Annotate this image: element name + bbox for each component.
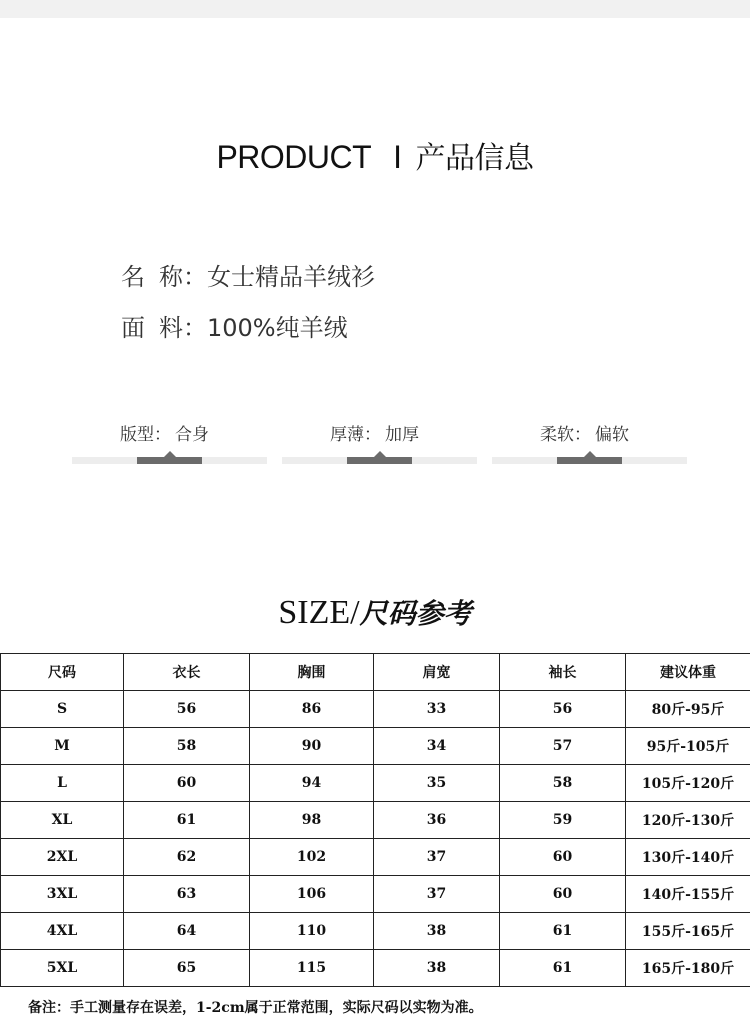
table-row: [1, 691, 750, 728]
cell-shoulder: 38: [374, 913, 500, 950]
attribute-label: 版型：: [120, 425, 171, 445]
title-chinese: 产品信息: [415, 141, 534, 176]
cell-chest: 110: [250, 913, 374, 950]
size-title-english: SIZE/: [278, 594, 360, 631]
table-row: [1, 913, 750, 950]
attribute-scale-notch: [164, 451, 176, 457]
cell-length: 58: [124, 728, 250, 765]
attribute-thickness: [282, 420, 477, 445]
cell-weight: 155斤-165斤: [626, 913, 750, 950]
measurement-note: 备注：手工测量存在误差，1-2cm属于正常范围，实际尺码以实物为准。: [28, 1000, 483, 1016]
cell-length: 56: [124, 691, 250, 728]
header-sleeve: 袖长: [500, 654, 626, 691]
cell-size: L: [1, 765, 124, 802]
header-chest: 胸围: [250, 654, 374, 691]
header-shoulder: 肩宽: [374, 654, 500, 691]
cell-chest: 115: [250, 950, 374, 987]
cell-sleeve: 60: [500, 876, 626, 913]
cell-sleeve: 59: [500, 802, 626, 839]
cell-sleeve: 61: [500, 913, 626, 950]
table-row: [1, 802, 750, 839]
cell-chest: 98: [250, 802, 374, 839]
cell-size: S: [1, 691, 124, 728]
cell-weight: 105斤-120斤: [626, 765, 750, 802]
cell-shoulder: 36: [374, 802, 500, 839]
cell-length: 60: [124, 765, 250, 802]
table-row: [1, 728, 750, 765]
attribute-scale-notch: [584, 451, 596, 457]
material-label: 面料: [121, 314, 197, 342]
table-row: [1, 950, 750, 987]
cell-sleeve: 61: [500, 950, 626, 987]
cell-weight: 130斤-140斤: [626, 839, 750, 876]
cell-chest: 102: [250, 839, 374, 876]
cell-shoulder: 38: [374, 950, 500, 987]
header-weight: 建议体重: [626, 654, 750, 691]
product-info-title: [0, 133, 750, 177]
table-row: [1, 839, 750, 876]
cell-sleeve: 57: [500, 728, 626, 765]
attribute-value: 加厚: [385, 425, 419, 445]
cell-weight: 95斤-105斤: [626, 728, 750, 765]
cell-length: 65: [124, 950, 250, 987]
cell-chest: 90: [250, 728, 374, 765]
cell-weight: 165斤-180斤: [626, 950, 750, 987]
attribute-fit: [72, 420, 267, 445]
cell-chest: 86: [250, 691, 374, 728]
cell-sleeve: 58: [500, 765, 626, 802]
cell-length: 63: [124, 876, 250, 913]
cell-chest: 106: [250, 876, 374, 913]
table-row: [1, 765, 750, 802]
top-band: [0, 0, 750, 18]
attribute-label: 柔软：: [540, 425, 591, 445]
cell-size: 4XL: [1, 913, 124, 950]
size-table: [0, 653, 750, 987]
cell-weight: 80斤-95斤: [626, 691, 750, 728]
attribute-label: 厚薄：: [330, 425, 381, 445]
name-value: ：女士精品羊绒衫: [183, 263, 375, 291]
cell-weight: 140斤-155斤: [626, 876, 750, 913]
table-header-row: [1, 654, 750, 691]
cell-sleeve: 60: [500, 839, 626, 876]
cell-size: 3XL: [1, 876, 124, 913]
size-reference-title: [0, 592, 750, 632]
attribute-scale-marker: [347, 457, 412, 464]
title-separator: I: [393, 139, 402, 175]
attribute-softness: [492, 420, 687, 445]
cell-size: M: [1, 728, 124, 765]
cell-sleeve: 56: [500, 691, 626, 728]
material-value: ：100%纯羊绒: [183, 314, 348, 342]
cell-size: 2XL: [1, 839, 124, 876]
cell-size: 5XL: [1, 950, 124, 987]
header-length: 衣长: [124, 654, 250, 691]
info-name-row: [121, 257, 375, 292]
cell-shoulder: 33: [374, 691, 500, 728]
title-english: PRODUCT: [216, 139, 372, 175]
size-title-chinese: 尺码参考: [359, 597, 472, 630]
cell-weight: 120斤-130斤: [626, 802, 750, 839]
attribute-value: 偏软: [595, 425, 629, 445]
cell-length: 64: [124, 913, 250, 950]
cell-shoulder: 35: [374, 765, 500, 802]
cell-shoulder: 37: [374, 839, 500, 876]
header-size: 尺码: [1, 654, 124, 691]
attribute-scale-marker: [557, 457, 622, 464]
cell-size: XL: [1, 802, 124, 839]
info-material-row: [121, 308, 348, 343]
name-label: 名称: [121, 263, 197, 291]
attribute-value: 合身: [175, 425, 209, 445]
cell-length: 62: [124, 839, 250, 876]
cell-shoulder: 34: [374, 728, 500, 765]
table-row: [1, 876, 750, 913]
attribute-scale-marker: [137, 457, 202, 464]
cell-length: 61: [124, 802, 250, 839]
cell-shoulder: 37: [374, 876, 500, 913]
attribute-scale-notch: [374, 451, 386, 457]
cell-chest: 94: [250, 765, 374, 802]
